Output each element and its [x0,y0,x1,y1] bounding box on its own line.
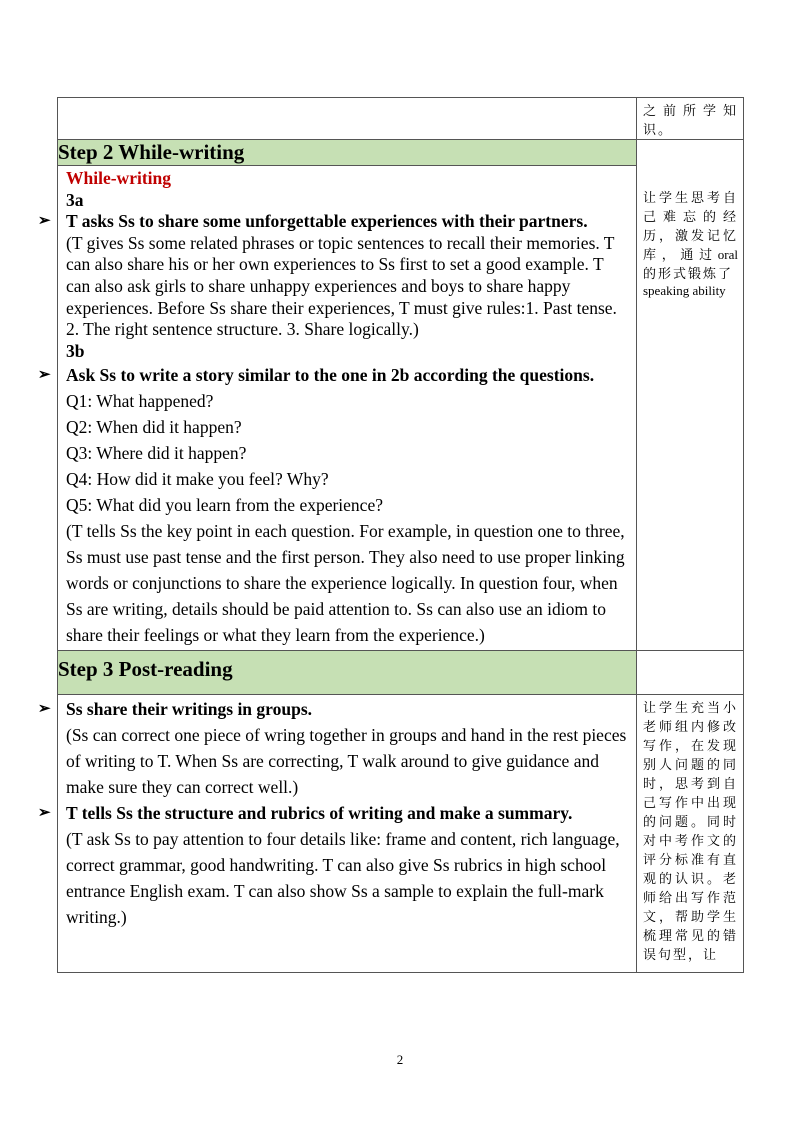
lesson-plan-table [38,97,744,973]
note-text [637,695,743,964]
question-item: Q1: What happened? [66,391,214,412]
detail-3a: (T gives Ss some related phrases or topic sentences to recall their memories. T can also share his or her own experiences to Ss first to set a good example. T can also ask girls to share unhappy experiences and boys to share happy experiences. Before Ss share their experiences, T must give rules:1. Past tense. 2. The right sentence structure. 3. Share logically.) [66,232,617,340]
task-3a: T asks Ss to share some unforgettable experiences with their partners. [66,211,588,232]
note-sample-writing: 老师给出写作范文，帮助学生梳理常见的错误句型，让 [643,871,738,963]
step3-heading: Step 3 Post-reading [58,651,637,695]
table-row [58,695,744,973]
task-3b: Ask Ss to write a story similar to the one in 2b according the questions. [66,365,595,386]
note-cell [637,98,744,140]
arrow-bullet-icon: ➢ [38,701,51,718]
question-item: Q5: What did you learn from the experience? [66,495,383,516]
task-share-writings: Ss share their writings in groups. [66,699,313,720]
question-item: Q2: When did it happen? [66,417,242,438]
note-cn2: 的形式锻炼了 [643,266,734,281]
question-item: Q3: Where did it happen? [66,443,247,464]
table-row [58,98,744,140]
step3-content-cell [38,695,637,973]
table-row [58,140,744,166]
detail-3b: (T tells Ss the key point in each question. For example, in question one to three, Ss must use past tense and the first person. They also need to use proper linking words or conjunctions to share the experience logically. In question four, when Ss are writing, details should be paid attention to. Ss can also use an idiom to share their feelings or what they learn from the experience.) [66,521,625,646]
note-en: speaking ability [643,283,726,298]
subheading: While-writing [66,168,171,188]
activity-label-3a: 3a [66,189,84,210]
step2-content-cell [38,166,637,651]
arrow-bullet-icon: ➢ [38,367,51,384]
arrow-bullet-icon: ➢ [38,213,51,230]
detail-share-writings: (Ss can correct one piece of wring together in groups and hand in the rest pieces of writing to T. When Ss are correcting, T walk around to give guidance and make sure they can correct well.) [66,725,627,798]
arrow-bullet-icon: ➢ [38,805,51,822]
note-peer-correction: 让学生充当小老师组内修改写作，在发现别人问题的同时，思考到自己写作中出现的问题。同时对中考作文的评分标准有直观的认识。 [643,700,738,887]
note-cell [637,140,744,651]
page-number: 2 [396,1052,404,1067]
continued-content-cell [58,98,637,140]
activity-label-3b: 3b [66,340,85,361]
step2-heading: Step 2 While-writing [58,140,637,166]
note-text [637,140,743,299]
note-cell [637,695,744,973]
task-rubrics: T tells Ss the structure and rubrics of writing and make a summary. [66,803,573,824]
table-row [58,651,744,695]
note-oral: oral [717,247,738,262]
detail-rubrics: (T ask Ss to pay attention to four details like: frame and content, rich language, correct grammar, good handwriting. T can also give Ss rubrics in high school entrance English exam. T can also show Ss a sample to explain the full-mark writing.) [66,829,620,928]
note-cell [637,651,744,695]
question-item: Q4: How did it make you feel? Why? [66,469,329,490]
note-text: 之前所学知识。 [643,103,738,137]
note-cn: 让学生思考自己难忘的经历，激发记忆库，通过 [643,190,738,262]
